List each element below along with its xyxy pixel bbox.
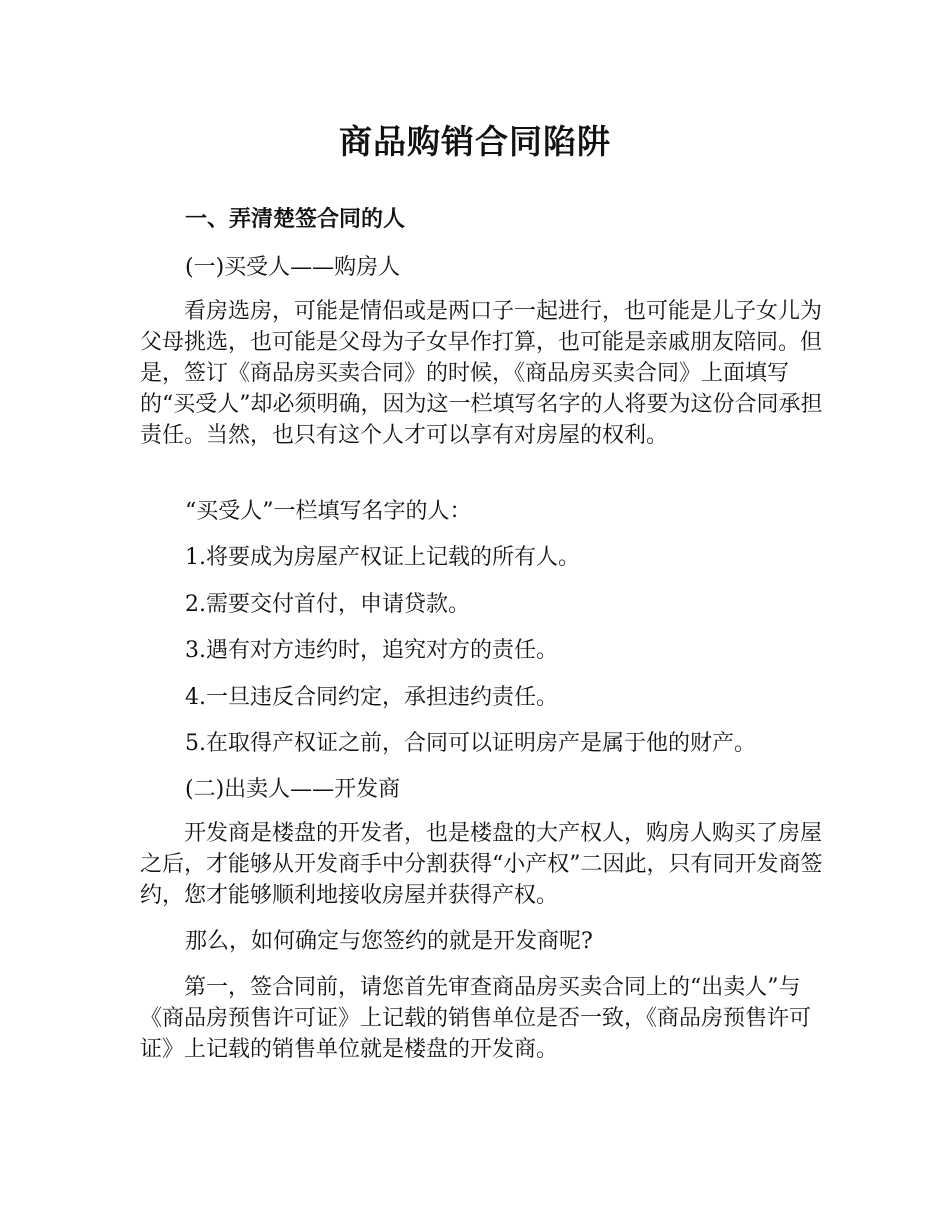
list-item: 4.一旦违反合同约定，承担违约责任。 [185,685,558,710]
paragraph-question: 那么，如何确定与您签约的就是开发商呢? [185,929,593,954]
subsection-heading-buyer: (一)买受人——购房人 [185,255,401,280]
subsection-heading-seller: (二)出卖人——开发商 [185,777,401,802]
paragraph-first-check: 第一，签合同前，请您首先审查商品房买卖合同上的“出卖人”与《商品房预售许可证》上记载的销售单位是否一致，《商品房预售许可证》上记载的销售单位就是楼盘的开发商。 [140,975,812,1062]
paragraph-seller-description: 开发商是楼盘的开发者，也是楼盘的大产权人，购房人购买了房屋之后，才能够从开发商手中分割获得“小产权”二因此，只有同开发商签约，您才能够顺利地接收房屋并获得产权。 [140,821,823,908]
section-heading-1: 一、弄清楚签合同的人 [185,207,406,232]
list-item: 1.将要成为房屋产权证上记载的所有人。 [185,545,580,570]
paragraph-buyer-description: 看房选房，可能是情侣或是两口子一起进行，也可能是儿子女儿为父母挑选，也可能是父母为子女早作打算，也可能是亲戚朋友陪同。但是，签订《商品房买卖合同》的时候，《商品房买卖合同》上面填写的“买受人”却必须明确，因为这一栏填写名字的人将要为这份合同承担责任。当然，也只有这个人才可以享有对房屋的权利。 [140,299,823,448]
list-item: 5.在取得产权证之前，合同可以证明房产是属于他的财产。 [185,731,756,756]
list-item: 3.遇有对方违约时，追究对方的责任。 [185,638,558,663]
paragraph-buyer-list-intro: “买受人”一栏填写名字的人： [185,499,472,524]
list-item: 2.需要交付首付，申请贷款。 [185,592,470,617]
document-title: 商品购销合同陷阱 [339,122,611,161]
